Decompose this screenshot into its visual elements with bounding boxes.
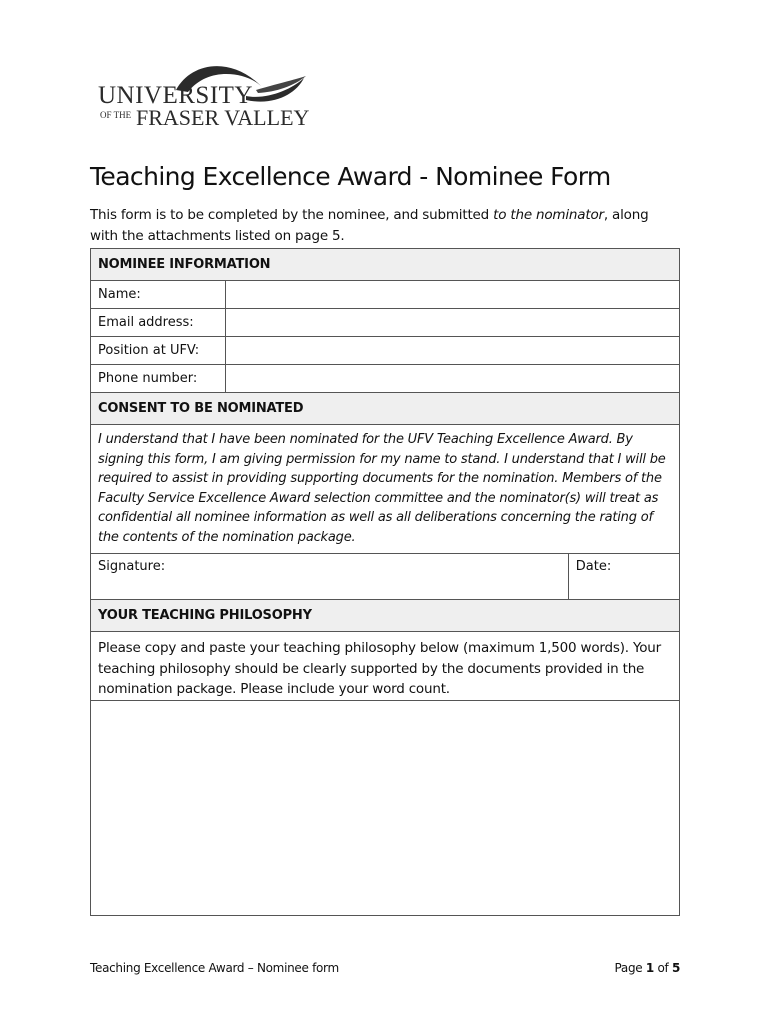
consent-heading: CONSENT TO BE NOMINATED bbox=[91, 393, 680, 425]
ufv-logo bbox=[96, 60, 311, 132]
philosophy-instructions: Please copy and paste your teaching philosophy below (maximum 1,500 words). Your teaching philosophy should be clearly supported by the documents provided in the nomination package. Please include your word count. bbox=[91, 632, 680, 701]
phone-field[interactable] bbox=[226, 365, 680, 393]
philosophy-heading: YOUR TEACHING PHILOSOPHY bbox=[91, 600, 680, 632]
page-total: 5 bbox=[671, 961, 680, 975]
name-label: Name: bbox=[91, 281, 226, 309]
page-title: Teaching Excellence Award - Nominee Form bbox=[90, 162, 611, 191]
nominee-form-table bbox=[90, 248, 680, 916]
date-label: Date: bbox=[575, 559, 612, 574]
email-field[interactable] bbox=[226, 309, 680, 337]
position-label: Position at UFV: bbox=[91, 337, 226, 365]
logo-fraser-valley: FRASER VALLEY bbox=[136, 105, 310, 130]
phone-label: Phone number: bbox=[91, 365, 226, 393]
logo-university: UNIVERSITY bbox=[98, 82, 253, 109]
intro-before: This form is to be completed by the nominee, and submitted bbox=[90, 207, 494, 223]
email-label: Email address: bbox=[91, 309, 226, 337]
intro-italic: to the nominator bbox=[493, 207, 604, 223]
consent-text: I understand that I have been nominated for the UFV Teaching Excellence Award. By signing this form, I am giving permission for my name to stand. I understand that I will be required to assist in providing supporting documents for the nomination. Members of the Faculty Service Excellence Award selection committee and the nominator(s) will treat as confidential all nominee information as well as all deliberations concerning the rating of the contents of the nomination package. bbox=[91, 425, 680, 554]
page-word: Page bbox=[614, 961, 643, 975]
page-current: 1 bbox=[645, 961, 654, 975]
signature-field[interactable] bbox=[91, 554, 569, 600]
of-word: of bbox=[657, 961, 669, 975]
footer-title: Teaching Excellence Award – Nominee form bbox=[90, 961, 339, 975]
date-field[interactable] bbox=[568, 554, 679, 600]
intro-after: , along with the attachments listed on page 5. bbox=[90, 207, 649, 244]
philosophy-input[interactable] bbox=[91, 701, 680, 916]
page-number bbox=[615, 961, 681, 975]
signature-label: Signature: bbox=[98, 559, 166, 574]
intro-text bbox=[90, 205, 680, 247]
position-field[interactable] bbox=[226, 337, 680, 365]
logo-of-the: OF THE bbox=[100, 110, 132, 120]
name-field[interactable] bbox=[226, 281, 680, 309]
nominee-info-heading: NOMINEE INFORMATION bbox=[91, 249, 680, 281]
